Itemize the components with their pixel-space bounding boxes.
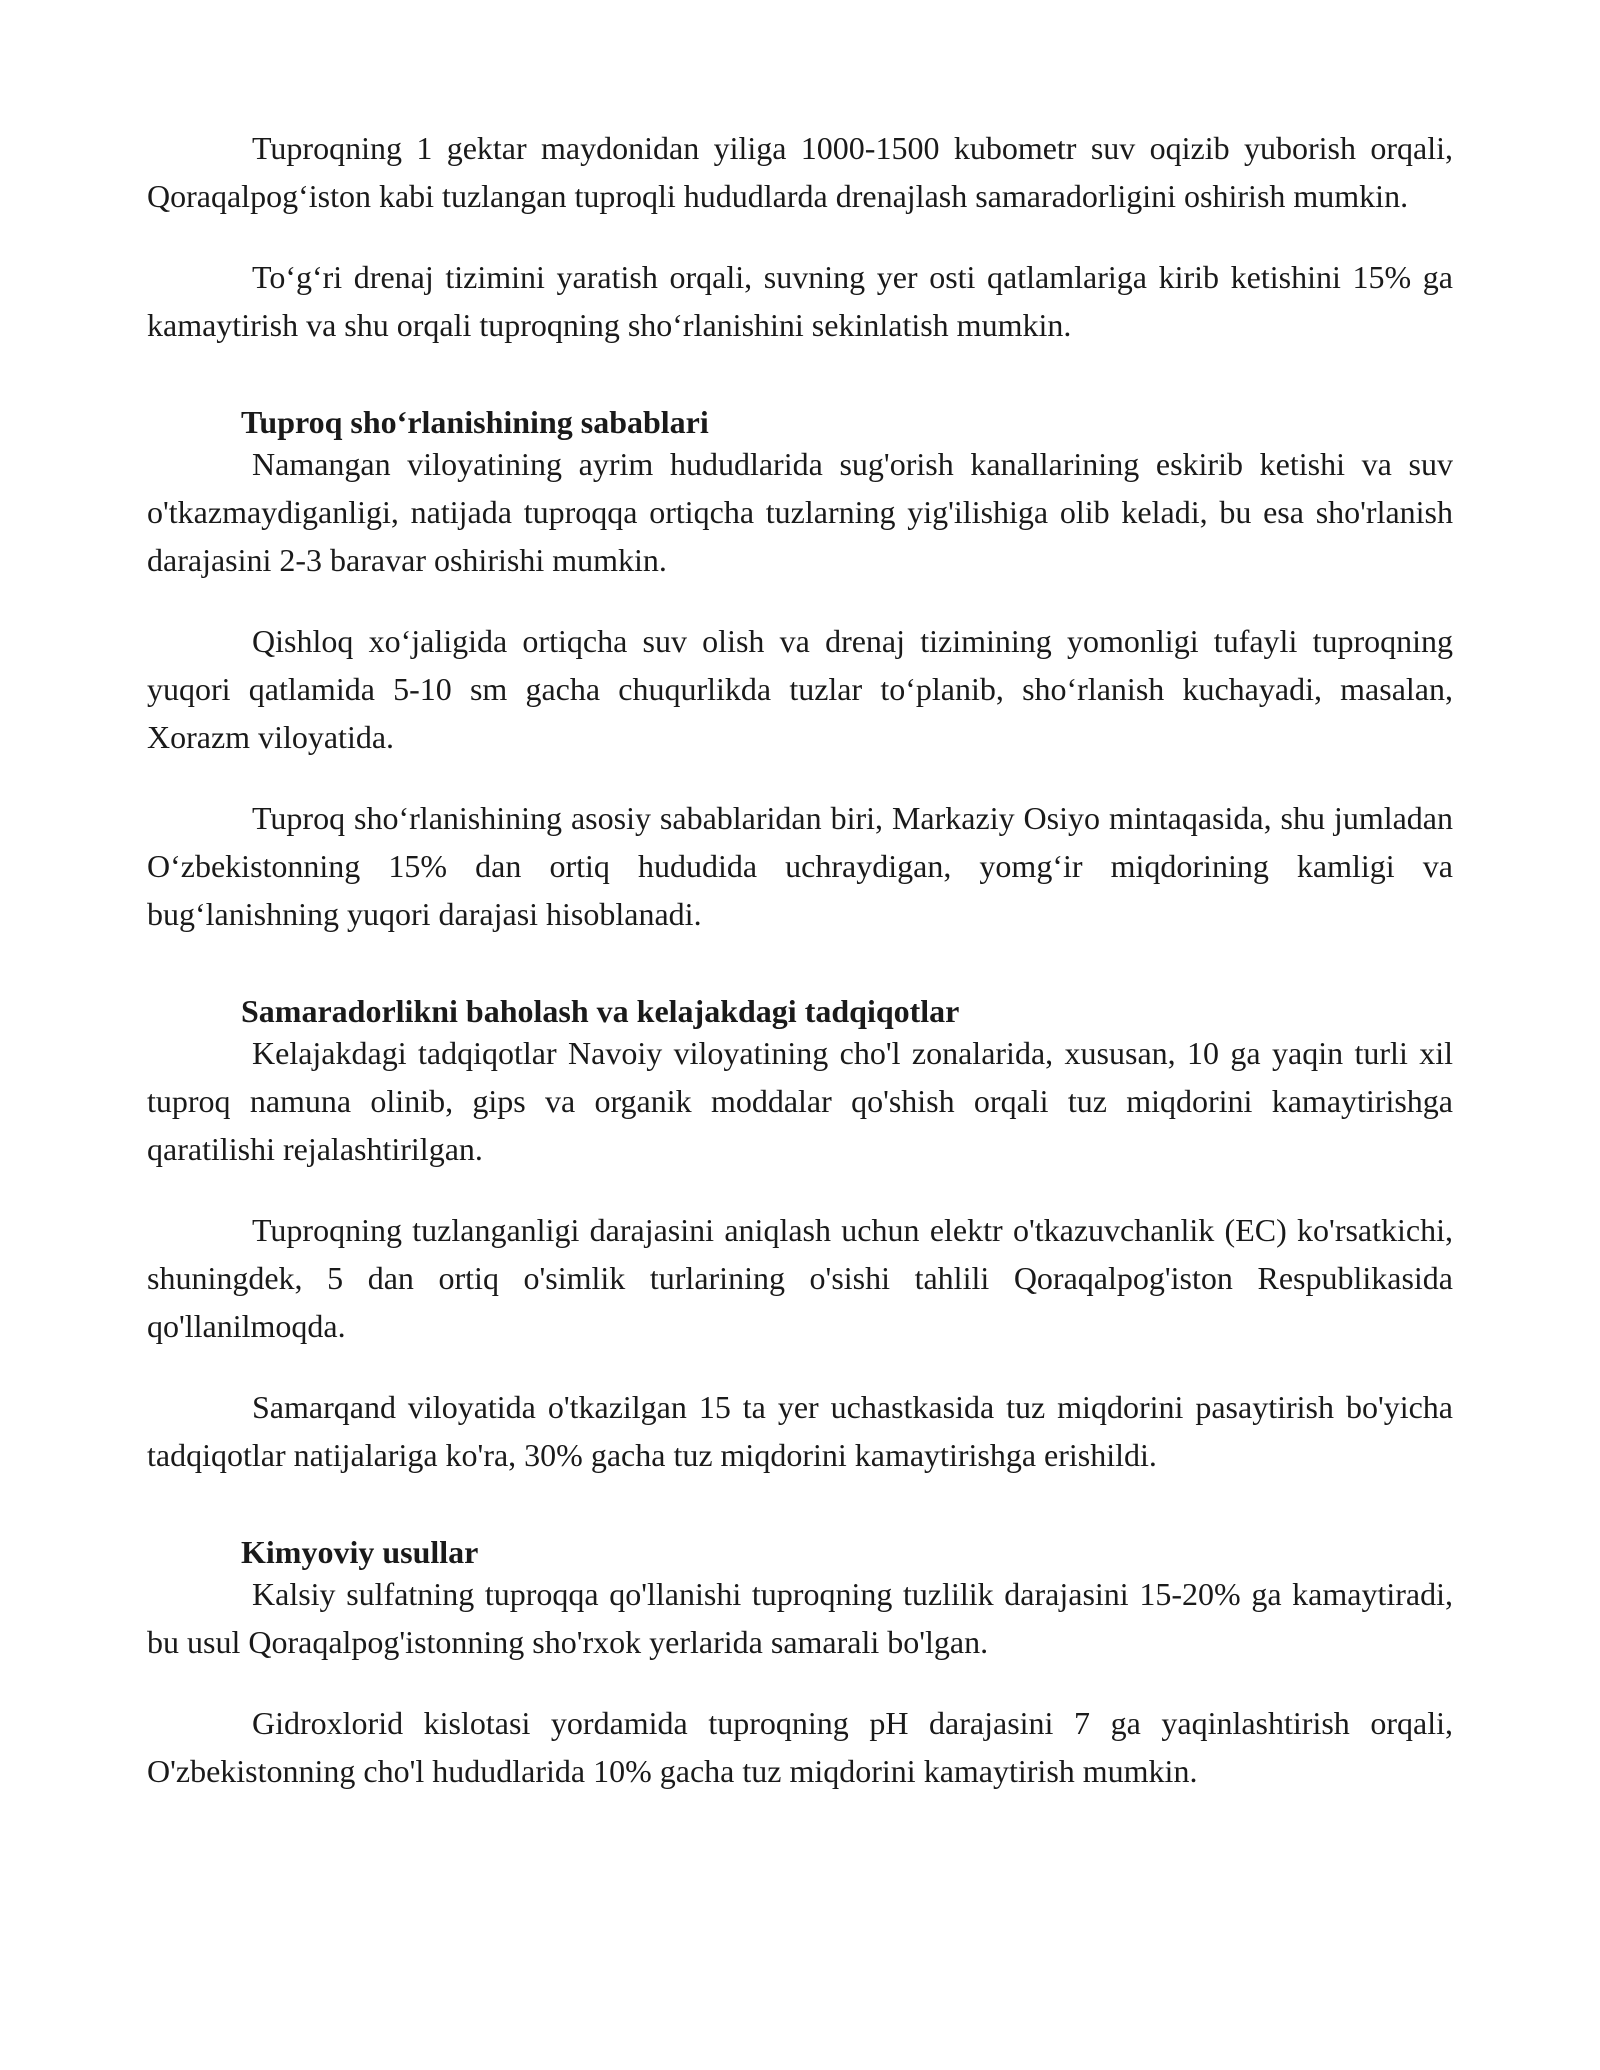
paragraph: Namangan viloyatining ayrim hududlarida sug'orish kanallarining eskirib ketishi va suv o'tkazmaydiganligi, natijada tuproqqa ortiqcha tuzlarning yig'ilishiga olib keladi, bu esa sho'rlanish darajasini 2-3 baravar oshirishi mumkin.: [147, 446, 1453, 578]
paragraph: Qishloq xo‘jaligida ortiqcha suv olish va drenaj tizimining yomonligi tufayli tuproqning yuqori qatlamida 5-10 sm gacha chuqurlikda tuzlar to‘planib, sho‘rlanish kuchayadi, masalan, Xorazm viloyatida.: [147, 623, 1453, 755]
paragraph: Gidroxlorid kislotasi yordamida tuproqning pH darajasini 7 ga yaqinlashtirish orqali, O'zbekistonning cho'l hududlarida 10% gacha tuz miqdorini kamaytirish mumkin.: [147, 1705, 1453, 1789]
paragraph: Tuproqning tuzlanganligi darajasini aniqlash uchun elektr o'tkazuvchanlik (EC) ko'rsatkichi, shuningdek, 5 dan ortiq o'simlik turlarining o'sishi tahlili Qoraqalpog'iston Respublikasida qo'llanilmoqda.: [147, 1212, 1453, 1344]
paragraph: Kelajakdagi tadqiqotlar Navoiy viloyatining cho'l zonalarida, xususan, 10 ga yaqin turli xil tuproq namuna olinib, gips va organik moddalar qo'shish orqali tuz miqdorini kamaytirishga qaratilishi rejalashtirilgan.: [147, 1035, 1453, 1167]
section-heading: Kimyoviy usullar: [241, 1534, 479, 1570]
paragraph: To‘g‘ri drenaj tizimini yaratish orqali, suvning yer osti qatlamlariga kirib ketishini 15% ga kamaytirish va shu orqali tuproqning sho‘rlanishini sekinlatish mumkin.: [147, 259, 1453, 343]
section-heading: Tuproq sho‘rlanishining sabablari: [241, 404, 709, 440]
paragraph: Tuproqning 1 gektar maydonidan yiliga 1000-1500 kubometr suv oqizib yuborish orqali, Qoraqalpog‘iston kabi tuzlangan tuproqli hududlarda drenajlash samaradorligini oshirish mumkin.: [147, 130, 1453, 214]
paragraph: Kalsiy sulfatning tuproqqa qo'llanishi tuproqning tuzlilik darajasini 15-20% ga kamaytiradi, bu usul Qoraqalpog'istonning sho'rxok yerlarida samarali bo'lgan.: [147, 1576, 1453, 1660]
paragraph: Tuproq sho‘rlanishining asosiy sabablaridan biri, Markaziy Osiyo mintaqasida, shu jumladan O‘zbekistonning 15% dan ortiq hududida uchraydigan, yomg‘ir miqdorining kamligi va bug‘lanishning yuqori darajasi hisoblanadi.: [147, 800, 1453, 932]
document-body: [147, 124, 1453, 1795]
paragraph: Samarqand viloyatida o'tkazilgan 15 ta yer uchastkasida tuz miqdorini pasaytirish bo'yicha tadqiqotlar natijalariga ko'ra, 30% gacha tuz miqdorini kamaytirishga erishildi.: [147, 1389, 1453, 1473]
section-heading: Samaradorlikni baholash va kelajakdagi tadqiqotlar: [241, 993, 960, 1029]
